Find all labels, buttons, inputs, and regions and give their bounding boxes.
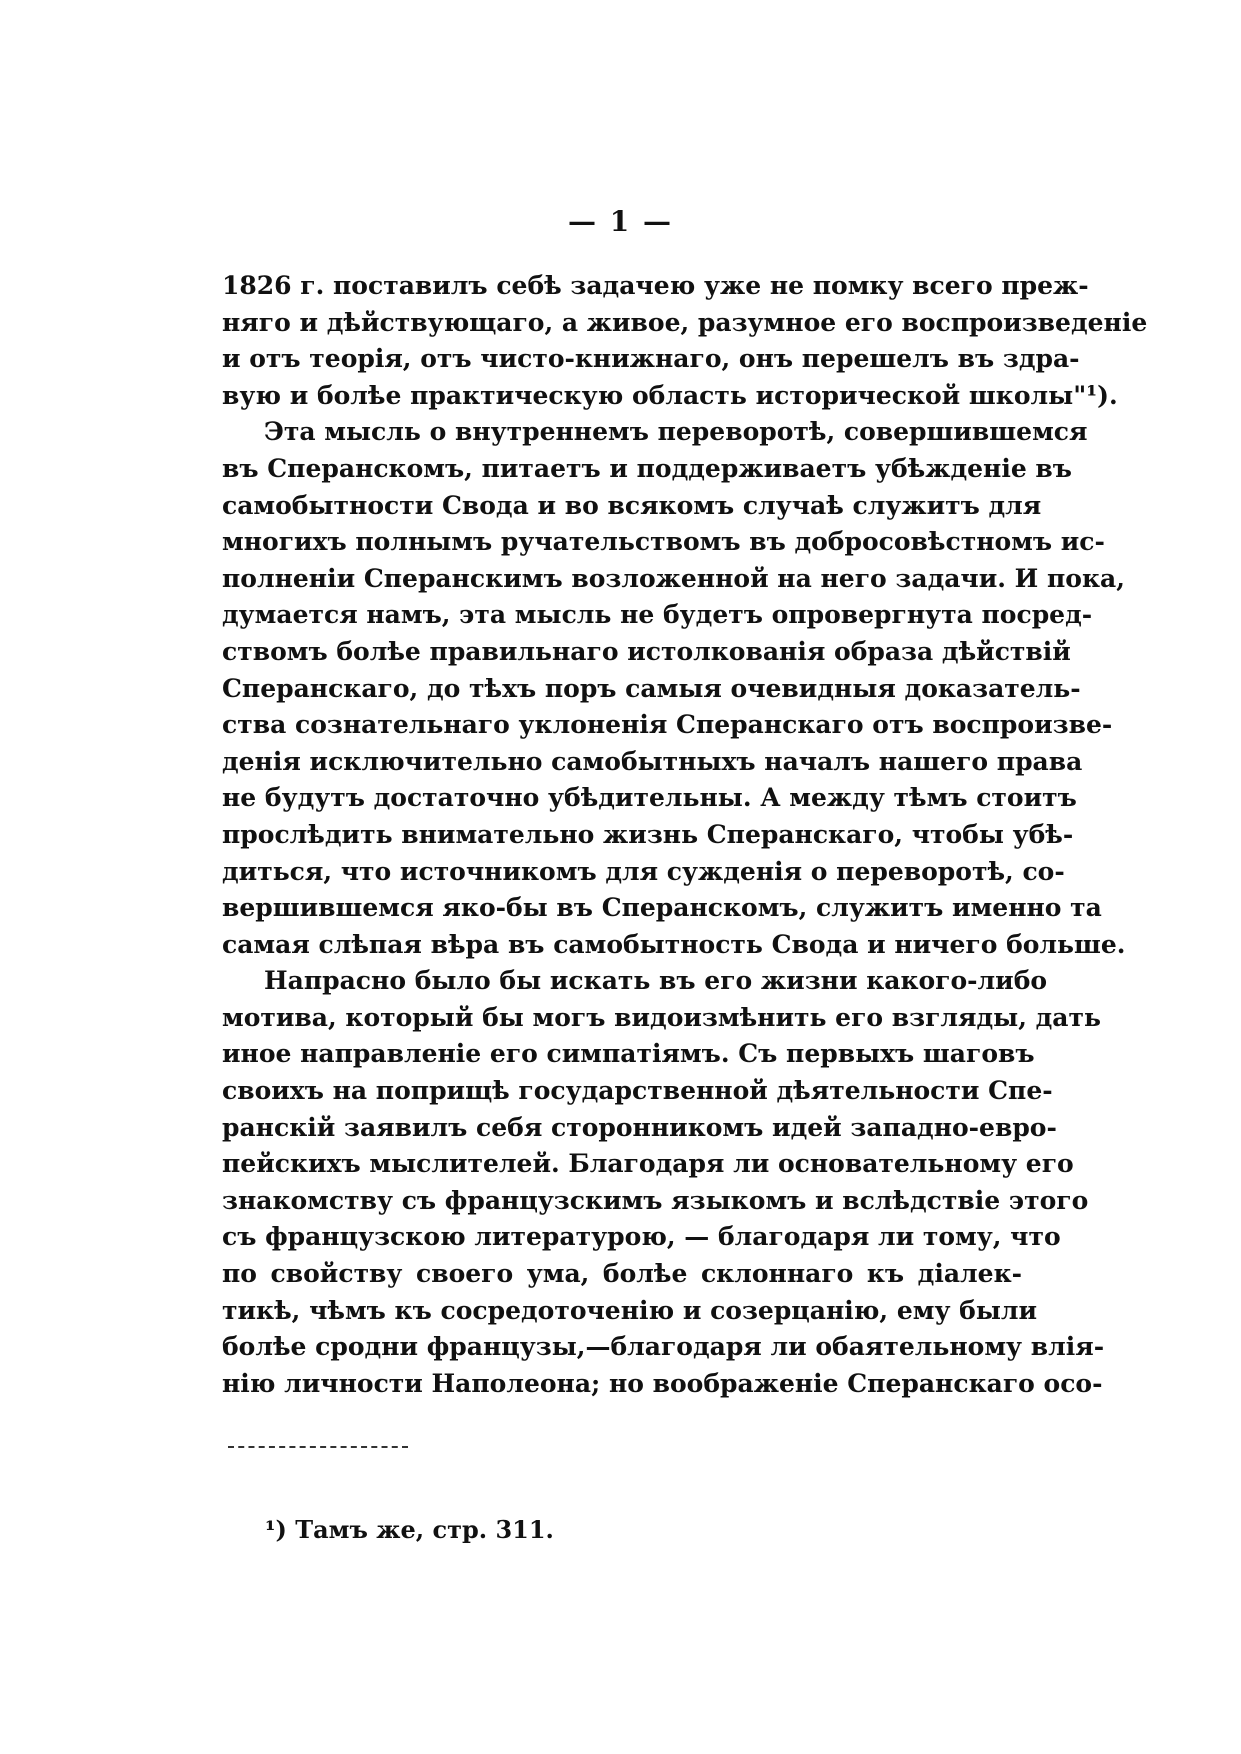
text-line: не будутъ достаточно убѣдительны. А между тѣмъ стоитъ [222, 783, 1077, 813]
text-line: иное направленіе его симпатіямъ. Съ первыхъ шаговъ [222, 1039, 1035, 1069]
text-line: пейскихъ мыслителей. Благодаря ли основательному его [222, 1149, 1074, 1179]
page-number: — 1 — [568, 205, 673, 238]
text-line: Сперанскаго, до тѣхъ поръ самыя очевидныя доказатель- [222, 673, 1081, 703]
paragraph-1 [222, 268, 1148, 414]
text-line: знакомству съ французскимъ языкомъ и вслѣдствіе этого [222, 1185, 1089, 1215]
footnote-marker: ¹) [265, 1515, 287, 1544]
text-line: вую и болѣе практическую область исторической школы"¹). [222, 380, 1118, 410]
text-line: и отъ теорія, отъ чисто-книжнаго, онъ перешелъ въ здра- [222, 344, 1080, 374]
footnote-divider [228, 1446, 408, 1448]
text-line: съ французскою литературою, — благодаря ли тому, что [222, 1222, 1061, 1252]
text-line: нію личности Наполеона; но воображеніе Сперанскаго осо- [222, 1368, 1103, 1398]
paragraph-2 [222, 414, 1126, 963]
text-line: 1826 г. поставилъ себѣ задачею уже не помку всего преж- [222, 271, 1089, 300]
text-line: полненіи Сперанскимъ возложенной на него задачи. И пока, [222, 563, 1125, 593]
paragraph-3 [222, 963, 1105, 1402]
text-line: самая слѣпая вѣра въ самобытность Свода и ничего больше. [222, 929, 1126, 959]
text-line: ствомъ болѣе правильнаго истолкованія образа дѣйствій [222, 636, 1071, 666]
text-line: мотива, который бы могъ видоизмѣнить его взгляды, дать [222, 1002, 1101, 1032]
text-line: денія исключительно самобытныхъ началъ нашего права [222, 746, 1083, 776]
text-line: думается намъ, эта мысль не будетъ опровергнута посред- [222, 600, 1093, 630]
text-line: въ Сперанскомъ, питаетъ и поддерживаетъ убѣжденіе въ [222, 453, 1072, 483]
footnote [265, 1515, 554, 1545]
text-line: своихъ на поприщѣ государственной дѣятельности Спе- [222, 1076, 1053, 1106]
text-line: ства сознательнаго уклоненія Сперанскаго отъ воспроизве- [222, 710, 1113, 740]
body-text [222, 268, 1148, 1402]
text-line: Эта мысль о внутреннемъ переворотѣ, совершившемся [264, 417, 1088, 447]
text-line: прослѣдить внимательно жизнь Сперанскаго, чтобы убѣ- [222, 819, 1074, 849]
text-line: Напрасно было бы искать въ его жизни какого-либо [264, 966, 1048, 996]
footnote-text: Тамъ же, стр. 311. [295, 1515, 554, 1544]
text-line: диться, что источникомъ для сужденія о переворотѣ, со- [222, 856, 1065, 886]
text-line: многихъ полнымъ ручательствомъ въ добросовѣстномъ ис- [222, 527, 1105, 557]
text-line: тикѣ, чѣмъ къ сосредоточенію и созерцанію, ему были [222, 1295, 1038, 1325]
text-line: вершившемся яко-бы въ Сперанскомъ, служитъ именно та [222, 893, 1102, 923]
text-line: по свойству своего ума, болѣе склоннаго къ діалек- [222, 1259, 1022, 1289]
text-line: болѣе сродни французы,—благодаря ли обаятельному влія- [222, 1332, 1105, 1362]
text-line: ранскій заявилъ себя сторонникомъ идей западно-евро- [222, 1112, 1057, 1142]
text-line: самобытности Свода и во всякомъ случаѣ служитъ для [222, 490, 1042, 520]
text-line: няго и дѣйствующаго, а живое, разумное его воспроизведеніе [222, 307, 1148, 337]
